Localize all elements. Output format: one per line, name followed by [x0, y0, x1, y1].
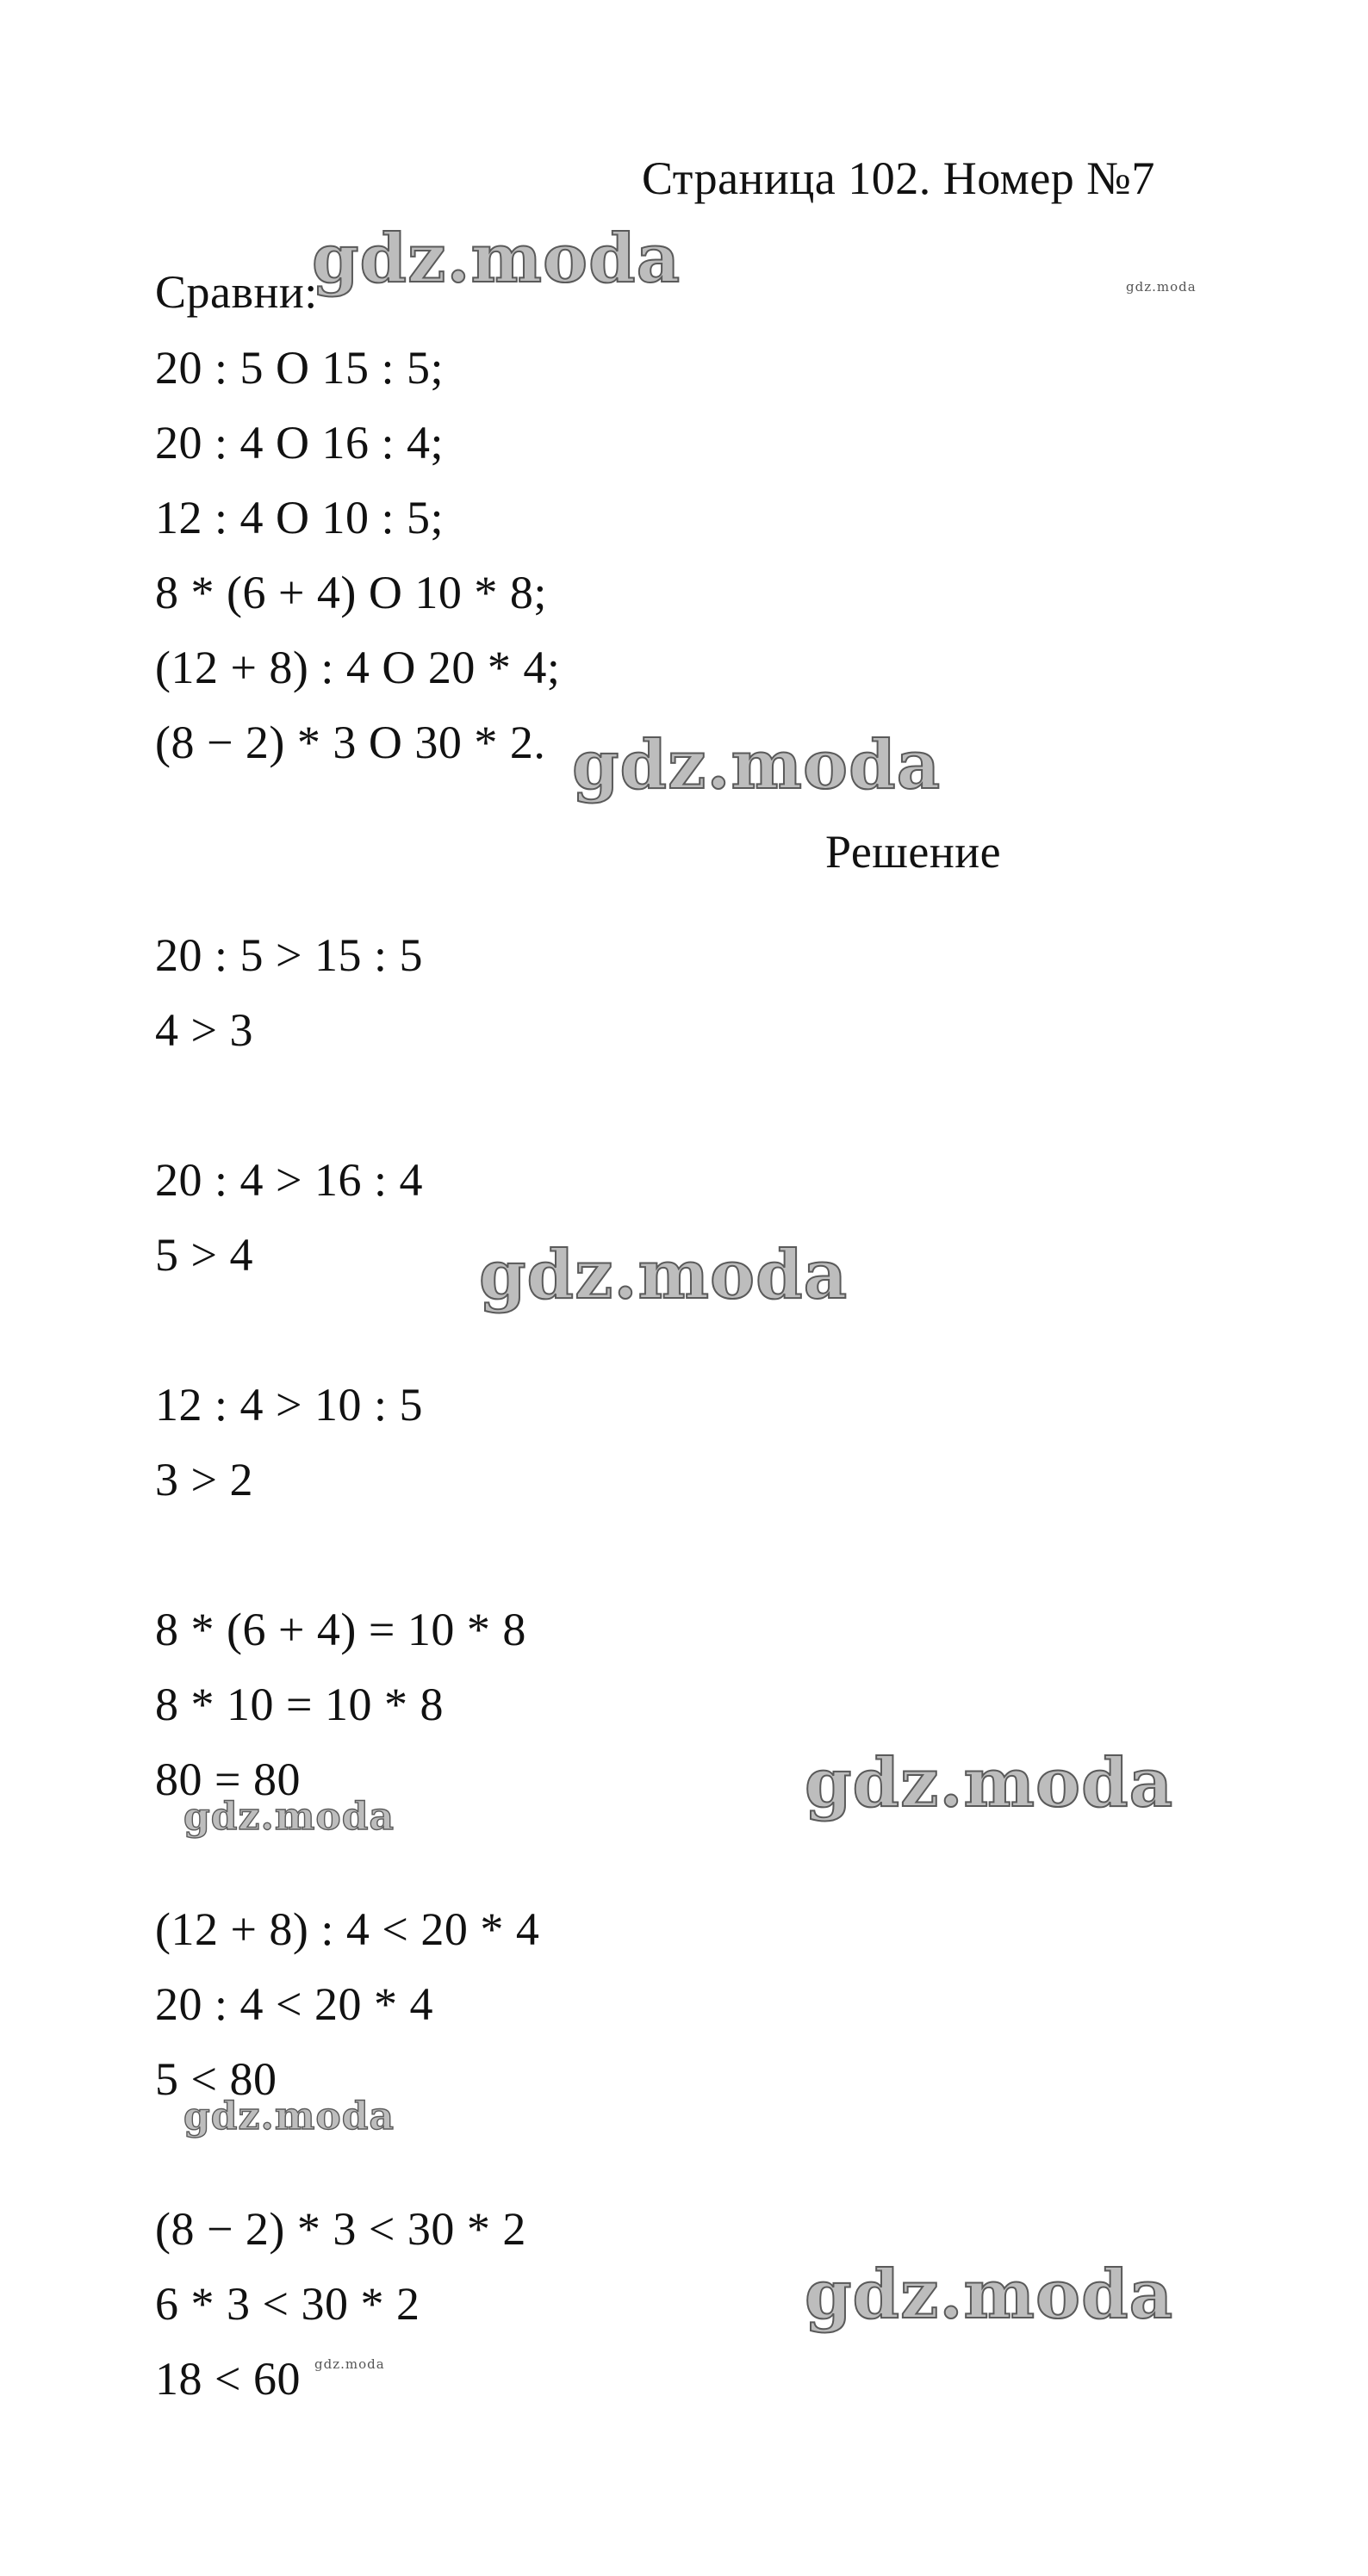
solution-line: 80 = 80: [155, 1754, 301, 1805]
solution-line: 20 : 5 > 15 : 5: [155, 929, 423, 981]
task-line: (12 + 8) : 4 O 20 * 4;: [155, 642, 561, 693]
page-title: Страница 102. Номер №7: [642, 152, 1155, 204]
task-line: 12 : 4 O 10 : 5;: [155, 492, 445, 543]
watermark-logo: gdz.moda: [805, 2256, 1174, 2334]
solution-line: (8 − 2) * 3 < 30 * 2: [155, 2203, 526, 2255]
task-intro: Сравни:: [155, 266, 318, 318]
solution-line: 4 > 3: [155, 1004, 253, 1056]
solution-line: 8 * (6 + 4) = 10 * 8: [155, 1604, 526, 1655]
solution-line: 20 : 4 < 20 * 4: [155, 1978, 433, 2030]
task-line: 8 * (6 + 4) O 10 * 8;: [155, 567, 547, 618]
solution-line: 5 > 4: [155, 1229, 253, 1281]
task-line: 20 : 4 O 16 : 4;: [155, 417, 445, 469]
watermark-logo: gdz.moda: [479, 1236, 849, 1314]
task-line: 20 : 5 O 15 : 5;: [155, 342, 445, 394]
solution-line: 5 < 80: [155, 2053, 277, 2105]
watermark-logo: gdz.moda: [805, 1744, 1174, 1822]
solution-line: 8 * 10 = 10 * 8: [155, 1679, 444, 1730]
watermark-logo: gdz.moda: [1126, 279, 1197, 295]
solution-line: 18 < 60: [155, 2353, 301, 2405]
solution-line: 12 : 4 > 10 : 5: [155, 1379, 423, 1431]
solution-line: (12 + 8) : 4 < 20 * 4: [155, 1903, 540, 1955]
watermark-logo: gdz.moda: [572, 726, 942, 804]
solution-line: 6 * 3 < 30 * 2: [155, 2278, 420, 2330]
watermark-logo: gdz.moda: [183, 1795, 395, 1839]
watermark-logo: gdz.moda: [183, 2095, 395, 2138]
watermark-logo: gdz.moda: [314, 2356, 385, 2372]
task-line: (8 − 2) * 3 O 30 * 2.: [155, 717, 546, 768]
watermark-logo: gdz.moda: [312, 220, 681, 298]
solution-line: 3 > 2: [155, 1454, 253, 1505]
solution-title: Решение: [825, 826, 1002, 878]
solution-line: 20 : 4 > 16 : 4: [155, 1154, 423, 1206]
